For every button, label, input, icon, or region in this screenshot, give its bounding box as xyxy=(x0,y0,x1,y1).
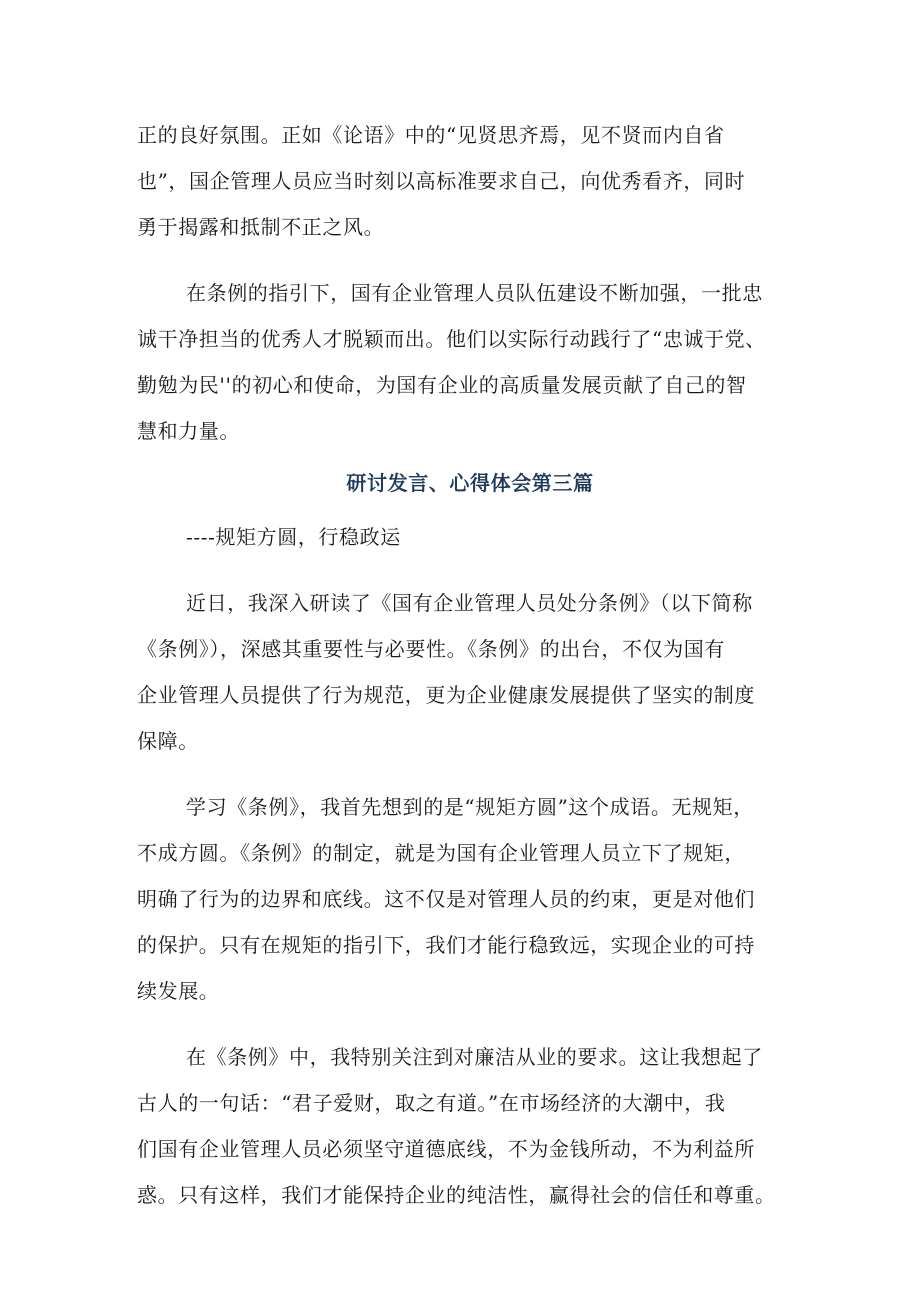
section-subtitle: ----规矩方圆，行稳政运 xyxy=(186,525,401,549)
text-line: 慧和力量。 xyxy=(137,419,240,443)
paragraph xyxy=(137,270,803,454)
document-page xyxy=(137,112,803,1218)
text-line: 在《条例》中，我特别关注到对廉洁从业的要求。这让我想起了 xyxy=(186,1045,763,1069)
text-line: 企业管理人员提供了行为规范，更为企业健康发展提供了坚实的制度 xyxy=(137,683,755,707)
text-line: 《条例》），深感其重要性与必要性。《条例》的出台，不仅为国有 xyxy=(137,637,725,661)
section-heading: 研讨发言、心得体会第三篇 xyxy=(346,471,594,495)
text-line: 也”，国企管理人员应当时刻以高标准要求自己，向优秀看齐，同时 xyxy=(137,169,746,193)
paragraph xyxy=(137,1034,803,1218)
text-line: 勇于揭露和抵制不正之风。 xyxy=(137,215,385,239)
paragraph xyxy=(137,112,803,250)
paragraph xyxy=(137,784,803,1014)
text-line: 古人的一句话：“君子爱财，取之有道。”在市场经济的大潮中，我 xyxy=(137,1091,726,1115)
text-line: 诚干净担当的优秀人才脱颖而出。他们以实际行动践行了“忠诚于党、 xyxy=(137,327,766,351)
text-line: 正的良好氛围。正如《论语》中的“见贤思齐焉，见不贤而内自省 xyxy=(137,123,725,147)
text-line: 保障。 xyxy=(137,729,199,753)
text-line: 在条例的指引下，国有企业管理人员队伍建设不断加强，一批忠 xyxy=(186,281,763,305)
text-line: 的保护。只有在规矩的指引下，我们才能行稳致远，实现企业的可持 xyxy=(137,933,755,957)
text-line: 勤勉为民''的初心和使命，为国有企业的高质量发展贡献了自己的智 xyxy=(137,373,747,397)
text-line: 学习《条例》，我首先想到的是“规矩方圆”这个成语。无规矩， xyxy=(186,795,754,819)
paragraph xyxy=(137,580,803,764)
text-line: 惑。只有这样，我们才能保持企业的纯洁性，赢得社会的信任和尊重。 xyxy=(137,1183,776,1207)
text-line: 们国有企业管理人员必须坚守道德底线，不为金钱所动，不为利益所 xyxy=(137,1137,755,1161)
text-line: 不成方圆。《条例》的制定，就是为国有企业管理人员立下了规矩， xyxy=(137,841,745,865)
text-line: 续发展。 xyxy=(137,979,220,1003)
text-line: 近日，我深入研读了《国有企业管理人员处分条例》（以下简称 xyxy=(186,591,753,615)
text-line: 明确了行为的边界和底线。这不仅是对管理人员的约束，更是对他们 xyxy=(137,887,755,911)
